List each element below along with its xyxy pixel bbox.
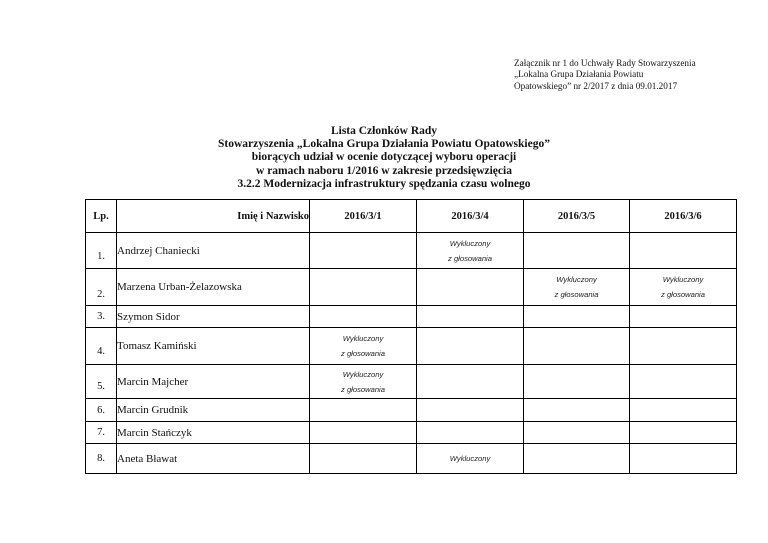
vote-cell: [417, 328, 524, 365]
excluded-note: [630, 272, 736, 302]
vote-cell: [310, 399, 417, 422]
vote-cell: [524, 444, 630, 474]
vote-cell: [417, 365, 524, 399]
header-lp: Lp.: [86, 200, 117, 233]
row-number: [86, 328, 117, 365]
header-col-2: 2016/3/4: [417, 200, 524, 233]
vote-cell: [630, 399, 737, 422]
vote-cell: [417, 233, 524, 269]
vote-cell: [630, 422, 737, 444]
vote-cell: [310, 444, 417, 474]
title-line: 3.2.2 Modernizacja infrastruktury spędzania czasu wolnego: [237, 177, 531, 190]
excluded-note-line: z głosowania: [554, 290, 599, 299]
member-name: Aneta Bławat: [117, 444, 310, 474]
vote-cell: [630, 328, 737, 365]
excluded-note: [417, 451, 523, 466]
vote-cell: [417, 269, 524, 306]
table-row: [86, 422, 737, 444]
excluded-note-line: z głosowania: [341, 349, 385, 358]
header-col-3: 2016/3/5: [524, 200, 630, 233]
row-number: [86, 269, 117, 306]
attachment-line: Załącznik nr 1 do Uchwały Rady Stowarzyszenia: [514, 58, 696, 68]
header-col-1: 2016/3/1: [310, 200, 417, 233]
excluded-note-line: Wykluczony: [449, 238, 491, 248]
vote-cell: [417, 444, 524, 474]
excluded-note: [310, 367, 416, 397]
excluded-note-line: z głosowania: [448, 253, 492, 263]
excluded-note-line: z głosowania: [341, 384, 385, 394]
table-row: [86, 399, 737, 422]
member-name: Marcin Majcher: [117, 365, 310, 399]
vote-cell: [524, 269, 630, 306]
excluded-note: [524, 272, 629, 302]
document-title: [0, 125, 768, 191]
vote-cell: [524, 233, 630, 269]
vote-cell: [524, 422, 630, 444]
member-name: Tomasz Kamiński: [117, 328, 310, 365]
vote-cell: [630, 233, 737, 269]
council-members-table: [85, 199, 737, 474]
table-row: [86, 306, 737, 328]
vote-cell: [630, 306, 737, 328]
table-header-row: [86, 200, 737, 233]
row-number-text: 4.: [97, 345, 105, 357]
table-row: [86, 444, 737, 474]
member-name: Marcin Grudnik: [117, 399, 310, 422]
excluded-note-line: z głosowania: [661, 290, 705, 299]
excluded-note: [310, 331, 416, 361]
member-name: Marzena Urban-Żelazowska: [117, 269, 310, 306]
member-name: Andrzej Chaniecki: [117, 233, 310, 269]
vote-cell: [310, 269, 417, 306]
row-number-text: 2.: [97, 288, 105, 300]
header-col-4: 2016/3/6: [630, 200, 737, 233]
vote-cell: [630, 365, 737, 399]
excluded-note-line: Wykluczony: [662, 275, 704, 284]
attachment-line: „Lokalna Grupa Działania Powiatu: [514, 69, 644, 80]
row-number: [86, 365, 117, 399]
header-name: Imię i Nazwisko: [117, 200, 310, 233]
row-number-text: 5.: [97, 381, 105, 392]
excluded-note-line: Wykluczony: [449, 454, 491, 463]
row-number: 7.: [86, 422, 117, 444]
vote-cell: [524, 399, 630, 422]
vote-cell: [310, 306, 417, 328]
member-name: Szymon Sidor: [117, 306, 310, 328]
vote-cell: [417, 399, 524, 422]
row-number-text: 1.: [97, 251, 105, 262]
vote-cell: [310, 365, 417, 399]
excluded-note-line: Wykluczony: [342, 334, 384, 343]
member-name: Marcin Stańczyk: [117, 422, 310, 444]
row-number: [86, 233, 117, 269]
row-number: 8.: [86, 444, 117, 474]
table-row: [86, 328, 737, 365]
vote-cell: [630, 269, 737, 306]
vote-cell: [417, 306, 524, 328]
vote-cell: [310, 233, 417, 269]
vote-cell: [630, 444, 737, 474]
vote-cell: [524, 328, 630, 365]
row-number: 3.: [86, 306, 117, 328]
table-row: [86, 233, 737, 269]
vote-cell: [417, 422, 524, 444]
title-line: biorących udział w ocenie dotyczącej wyboru operacji: [251, 151, 517, 164]
table-row: [86, 365, 737, 399]
vote-cell: [310, 422, 417, 444]
vote-cell: [524, 306, 630, 328]
row-number: 6.: [86, 399, 117, 422]
excluded-note-line: Wykluczony: [342, 369, 384, 379]
title-line: w ramach naboru 1/2016 w zakresie przedsięwzięcia: [256, 164, 512, 177]
attachment-line: Opatowskiego” nr 2/2017 z dnia 09.01.2017: [514, 80, 678, 91]
vote-cell: [524, 365, 630, 399]
title-line: Stowarzyszenia „Lokalna Grupa Działania Powiatu Opatowskiego”: [218, 138, 550, 151]
excluded-note: [417, 236, 523, 266]
attachment-note: [514, 58, 764, 92]
excluded-note-line: Wykluczony: [556, 275, 597, 284]
title-line: Lista Członków Rady: [330, 125, 438, 137]
vote-cell: [310, 328, 417, 365]
table-row: [86, 269, 737, 306]
